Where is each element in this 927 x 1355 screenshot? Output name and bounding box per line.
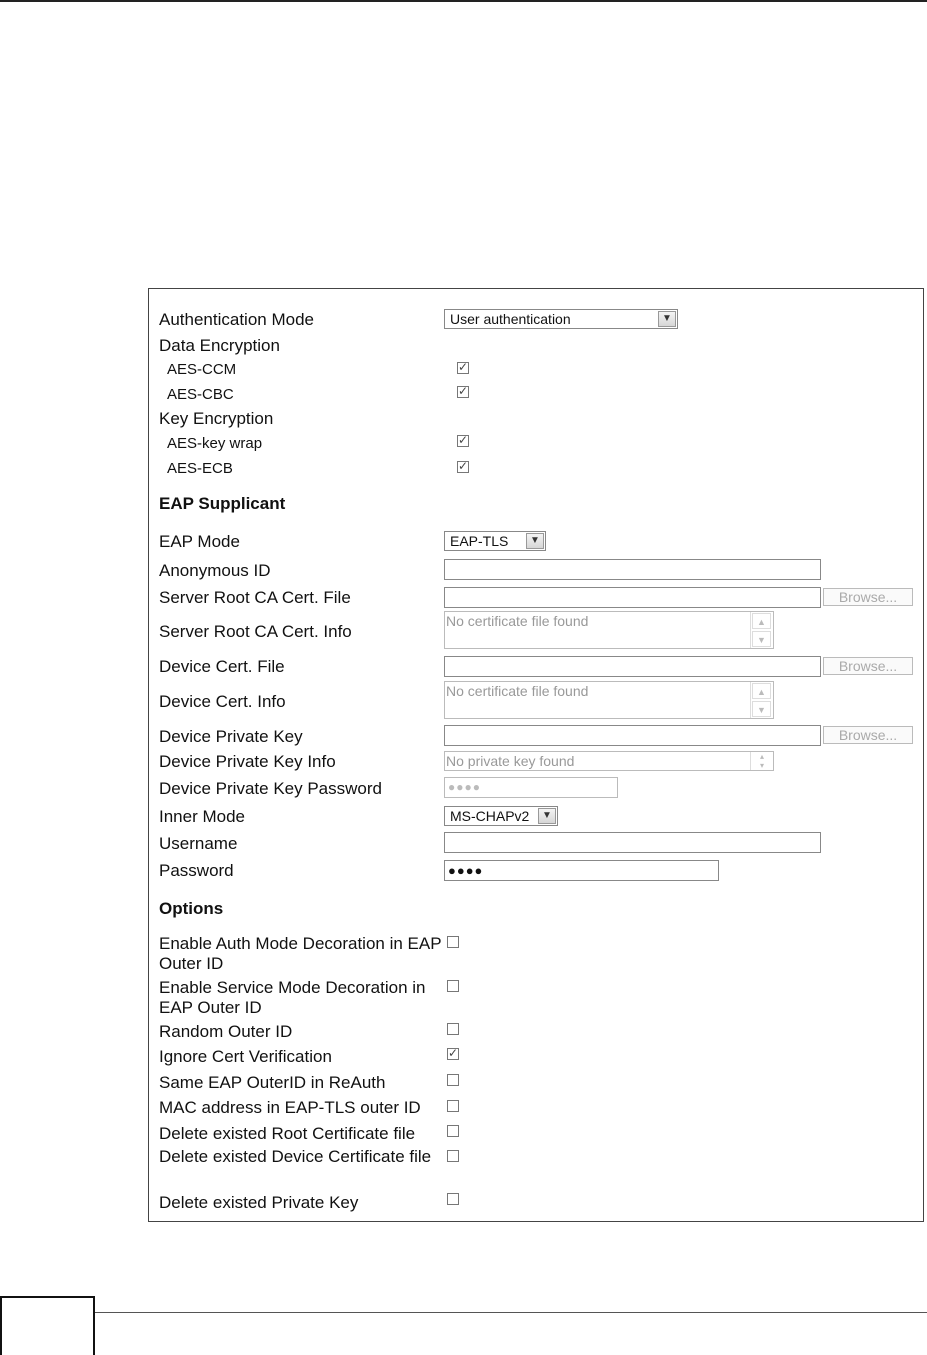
option-checkbox[interactable] [447,1193,459,1205]
option-label: Same EAP OuterID in ReAuth [159,1073,386,1092]
aes-ccm-checkbox[interactable] [457,362,469,374]
option-checkbox[interactable] [447,1048,459,1060]
password-label: Password [159,861,234,880]
key-encryption-label: Key Encryption [159,409,274,428]
device-cert-info-label: Device Cert. Info [159,692,286,711]
eap-mode-value: EAP-TLS [450,533,509,549]
aes-ecb-checkbox[interactable] [457,461,469,473]
chevron-down-icon: ▼ [658,311,676,327]
option-checkbox[interactable] [447,936,459,948]
device-cert-browse-button[interactable]: Browse... [823,657,913,675]
server-root-ca-info-label: Server Root CA Cert. Info [159,622,352,641]
option-label: Enable Service Mode Decoration in EAP Outer ID [159,978,426,1017]
option-label: Delete existed Private Key [159,1193,359,1212]
aes-cbc-checkbox[interactable] [457,386,469,398]
checkmark-icon: ✓ [458,459,469,473]
aes-ecb-label: AES-ECB [167,460,233,477]
option-checkbox[interactable] [447,1100,459,1112]
spinner[interactable]: ▴ ▾ [750,752,773,770]
scrollbar[interactable] [750,682,773,718]
data-encryption-label: Data Encryption [159,336,280,355]
scroll-up-icon[interactable]: ▲ [752,683,771,699]
option-checkbox[interactable] [447,1150,459,1162]
option-label: Delete existed Root Certificate file [159,1124,416,1143]
aes-cbc-label: AES-CBC [167,386,234,403]
anonymous-id-input[interactable] [444,559,821,580]
eap-mode-label: EAP Mode [159,532,240,551]
checkmark-icon: ✓ [448,1046,459,1060]
inner-mode-value: MS-CHAPv2 [450,808,530,824]
option-label: Enable Auth Mode Decoration in EAP Outer ID [159,934,442,973]
anonymous-id-label: Anonymous ID [159,561,271,580]
auth-mode-label: Authentication Mode [159,310,314,329]
aes-key-wrap-checkbox[interactable] [457,435,469,447]
server-root-ca-info-value: No certificate file found [446,613,589,629]
eap-mode-select[interactable] [444,531,546,551]
device-private-key-input[interactable] [444,725,821,746]
server-root-ca-file-input[interactable] [444,587,821,608]
username-label: Username [159,834,238,853]
device-cert-info-textarea[interactable] [444,681,774,719]
option-checkbox[interactable] [447,1074,459,1086]
header-rule [0,0,927,2]
option-label: MAC address in EAP-TLS outer ID [159,1098,421,1117]
device-private-key-label: Device Private Key [159,727,303,746]
device-private-key-browse-button[interactable]: Browse... [823,726,913,744]
device-cert-info-value: No certificate file found [446,683,589,699]
option-checkbox[interactable] [447,1023,459,1035]
scrollbar[interactable] [750,612,773,648]
checkmark-icon: ✓ [458,433,469,447]
eap-supplicant-heading: EAP Supplicant [159,494,286,513]
device-private-key-info-field[interactable] [444,751,774,771]
aes-key-wrap-label: AES-key wrap [167,435,263,452]
scroll-down-icon[interactable]: ▼ [752,701,771,717]
server-root-ca-file-label: Server Root CA Cert. File [159,588,351,607]
inner-mode-select[interactable] [444,806,558,826]
scroll-up-icon[interactable]: ▲ [752,613,771,629]
chevron-down-icon: ▼ [526,533,544,549]
password-input[interactable]: ●●●● [444,860,719,881]
device-private-key-info-value: No private key found [446,753,575,769]
device-cert-file-input[interactable] [444,656,821,677]
option-label: Delete existed Device Certificate file [159,1147,432,1166]
eap-settings-panel [148,288,924,1222]
device-cert-file-label: Device Cert. File [159,657,285,676]
scroll-down-icon[interactable]: ▼ [752,631,771,647]
chevron-down-icon: ▼ [538,808,556,824]
checkmark-icon: ✓ [458,360,469,374]
option-checkbox[interactable] [447,1125,459,1137]
username-input[interactable] [444,832,821,853]
checkmark-icon: ✓ [458,384,469,398]
auth-mode-select[interactable] [444,309,678,329]
device-private-key-info-label: Device Private Key Info [159,752,336,771]
option-label: Ignore Cert Verification [159,1047,332,1066]
device-private-key-password-input[interactable]: ●●●● [444,777,618,798]
auth-mode-value: User authentication [450,311,571,327]
option-checkbox[interactable] [447,980,459,992]
options-heading: Options [159,899,224,918]
aes-ccm-label: AES-CCM [167,361,237,378]
footer-rule [95,1312,927,1313]
device-private-key-password-label: Device Private Key Password [159,779,382,798]
inner-mode-label: Inner Mode [159,807,245,826]
option-label: Random Outer ID [159,1022,293,1041]
server-root-ca-info-textarea[interactable] [444,611,774,649]
page-number-box [0,1296,95,1355]
server-root-ca-browse-button[interactable]: Browse... [823,588,913,606]
